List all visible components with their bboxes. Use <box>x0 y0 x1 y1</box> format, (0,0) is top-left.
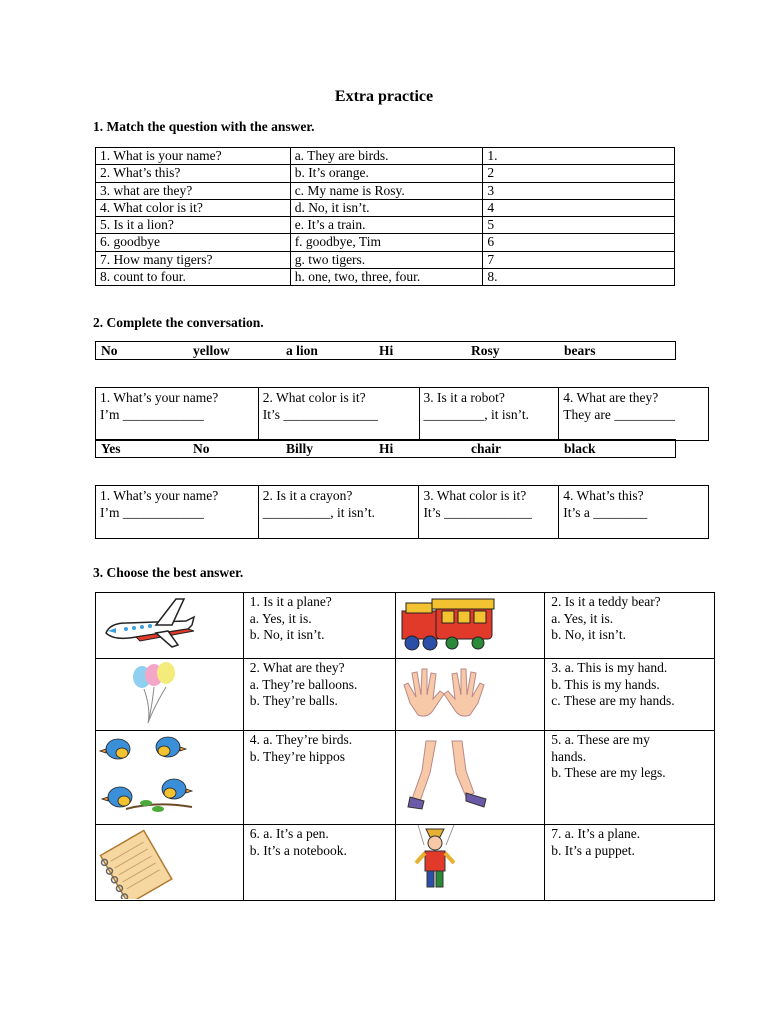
page-title: Extra practice <box>334 88 434 105</box>
match-question: 8. count to four. <box>96 269 291 286</box>
match-answer: a. They are birds. <box>290 148 483 165</box>
word-box-1-word: a lion <box>286 343 318 358</box>
match-answer: d. No, it isn’t. <box>290 199 483 216</box>
legs-icon <box>396 731 546 823</box>
match-row <box>96 251 675 268</box>
question-text: 2. Is it a teddy bear? <box>551 594 661 609</box>
conversation-table-1 <box>95 387 709 441</box>
birds-picture <box>96 731 244 825</box>
legs-picture <box>395 731 545 825</box>
match-answer: h. one, two, three, four. <box>290 269 483 286</box>
match-answer: b. It’s orange. <box>290 165 483 182</box>
balloons-icon <box>96 659 244 729</box>
answer-option: a. They’re balloons. <box>249 676 358 692</box>
match-question: 1. What is your name? <box>96 148 291 165</box>
puppet-picture <box>395 825 545 901</box>
word-box-2-word: Billy <box>286 441 314 456</box>
match-row <box>96 217 675 234</box>
conversation-cell <box>419 388 559 441</box>
toy-train-picture <box>395 593 545 659</box>
conversation-question: 1. What’s your name? <box>100 488 219 503</box>
match-table <box>95 147 675 286</box>
conversation-cell <box>258 486 419 539</box>
word-box-2 <box>95 439 676 458</box>
section2-heading: 2. Complete the conversation. <box>93 315 264 330</box>
question-text: hands. <box>551 748 587 764</box>
conversation-question: 2. What color is it? <box>262 390 366 405</box>
answer-option: b. This is my hands. <box>551 676 660 692</box>
hands-icon <box>396 659 546 729</box>
conversation-cell <box>258 388 419 441</box>
conversation-question: 3. Is it a robot? <box>423 390 505 405</box>
match-question: 4. What color is it? <box>96 199 291 216</box>
match-answer: c. My name is Rosy. <box>290 182 483 199</box>
match-answer: g. two tigers. <box>290 251 483 268</box>
conversation-table-2 <box>95 485 709 539</box>
conversation-cell <box>559 486 709 539</box>
word-box-2-word: No <box>193 441 210 456</box>
match-number: 2 <box>483 165 675 182</box>
conversation-answer-blank: It’s _____________ <box>423 505 532 520</box>
match-number: 3 <box>483 182 675 199</box>
question-cell <box>243 731 395 825</box>
match-question: 7. How many tigers? <box>96 251 291 268</box>
match-number: 7 <box>483 251 675 268</box>
question-cell <box>243 659 395 731</box>
conversation-question: 4. What are they? <box>563 390 659 405</box>
match-row <box>96 234 675 251</box>
question-cell <box>243 593 395 659</box>
question-text: 2. What are they? <box>249 660 345 675</box>
question-text: 4. a. They’re birds. <box>249 732 353 747</box>
question-text: 7. a. It’s a plane. <box>551 826 641 841</box>
match-number: 6 <box>483 234 675 251</box>
conversation-question: 2. Is it a crayon? <box>262 488 353 503</box>
birds-icon <box>96 731 244 823</box>
section3-heading: 3. Choose the best answer. <box>93 565 244 580</box>
answer-option: b. No, it isn’t. <box>551 627 626 642</box>
puppet-icon <box>396 825 546 899</box>
airplane-icon <box>96 593 244 657</box>
conversation-cell <box>419 486 559 539</box>
question-text: 5. a. These are my <box>551 732 650 747</box>
hands-picture <box>395 659 545 731</box>
word-box-2-word: black <box>564 441 596 456</box>
word-box-1-word: Rosy <box>471 343 500 358</box>
conversation-question: 4. What’s this? <box>563 488 644 503</box>
answer-option: b. They’re balls. <box>249 693 338 708</box>
answer-option: a. Yes, it is. <box>551 610 614 626</box>
conversation-answer-blank: __________, it isn’t. <box>262 505 375 520</box>
question-cell <box>545 731 715 825</box>
section1-heading: 1. Match the question with the answer. <box>93 119 315 134</box>
airplane-picture <box>96 593 244 659</box>
choose-answer-table <box>95 592 715 901</box>
match-number: 5 <box>483 217 675 234</box>
conversation-answer-blank: It’s ______________ <box>262 407 378 422</box>
conversation-answer-blank: I’m ____________ <box>100 505 204 520</box>
answer-option: b. These are my legs. <box>551 765 666 780</box>
answer-option: b. It’s a notebook. <box>249 842 347 858</box>
conversation-cell <box>96 388 259 441</box>
conversation-answer-blank: They are _________ <box>563 407 675 422</box>
question-cell <box>545 659 715 731</box>
word-box-1-word: No <box>101 343 118 358</box>
match-row <box>96 148 675 165</box>
conversation-answer-blank: It’s a ________ <box>563 505 648 520</box>
conversation-answer-blank: I’m ____________ <box>100 407 204 422</box>
conversation-question: 3. What color is it? <box>423 488 527 503</box>
question-cell <box>545 825 715 901</box>
match-question: 6. goodbye <box>96 234 291 251</box>
match-row <box>96 165 675 182</box>
conversation-cell <box>96 486 259 539</box>
answer-option: b. No, it isn’t. <box>249 627 325 642</box>
match-number: 8. <box>483 269 675 286</box>
word-box-2-word: Yes <box>101 441 121 456</box>
question-text: 6. a. It’s a pen. <box>249 826 329 841</box>
answer-option: c. These are my hands. <box>551 693 675 708</box>
match-number: 1. <box>483 148 675 165</box>
question-text: 1. Is it a plane? <box>249 594 332 609</box>
conversation-cell <box>559 388 709 441</box>
match-number: 4 <box>483 199 675 216</box>
question-text: 3. a. This is my hand. <box>551 660 668 675</box>
conversation-question: 1. What’s your name? <box>100 390 219 405</box>
answer-option: a. Yes, it is. <box>249 610 312 626</box>
toy-train-icon <box>396 593 546 657</box>
match-row <box>96 199 675 216</box>
word-box-1-word: bears <box>564 343 596 358</box>
word-box-2-word: Hi <box>379 441 394 456</box>
notebook-icon <box>96 825 244 899</box>
answer-option: b. It’s a puppet. <box>551 842 635 858</box>
answer-option: b. They’re hippos <box>249 748 346 764</box>
match-answer: f. goodbye, Tim <box>290 234 483 251</box>
conversation-answer-blank: _________, it isn’t. <box>423 407 530 422</box>
match-question: 5. Is it a lion? <box>96 217 291 234</box>
match-answer: e. It’s a train. <box>290 217 483 234</box>
word-box-1 <box>95 341 676 360</box>
balloons-picture <box>96 659 244 731</box>
match-question: 3. what are they? <box>96 182 291 199</box>
word-box-2-word: chair <box>471 441 501 456</box>
notebook-picture <box>96 825 244 901</box>
question-cell <box>545 593 715 659</box>
word-box-1-word: Hi <box>379 343 394 358</box>
match-row <box>96 269 675 286</box>
match-row <box>96 182 675 199</box>
match-question: 2. What’s this? <box>96 165 291 182</box>
question-cell <box>243 825 395 901</box>
word-box-1-word: yellow <box>193 343 230 358</box>
